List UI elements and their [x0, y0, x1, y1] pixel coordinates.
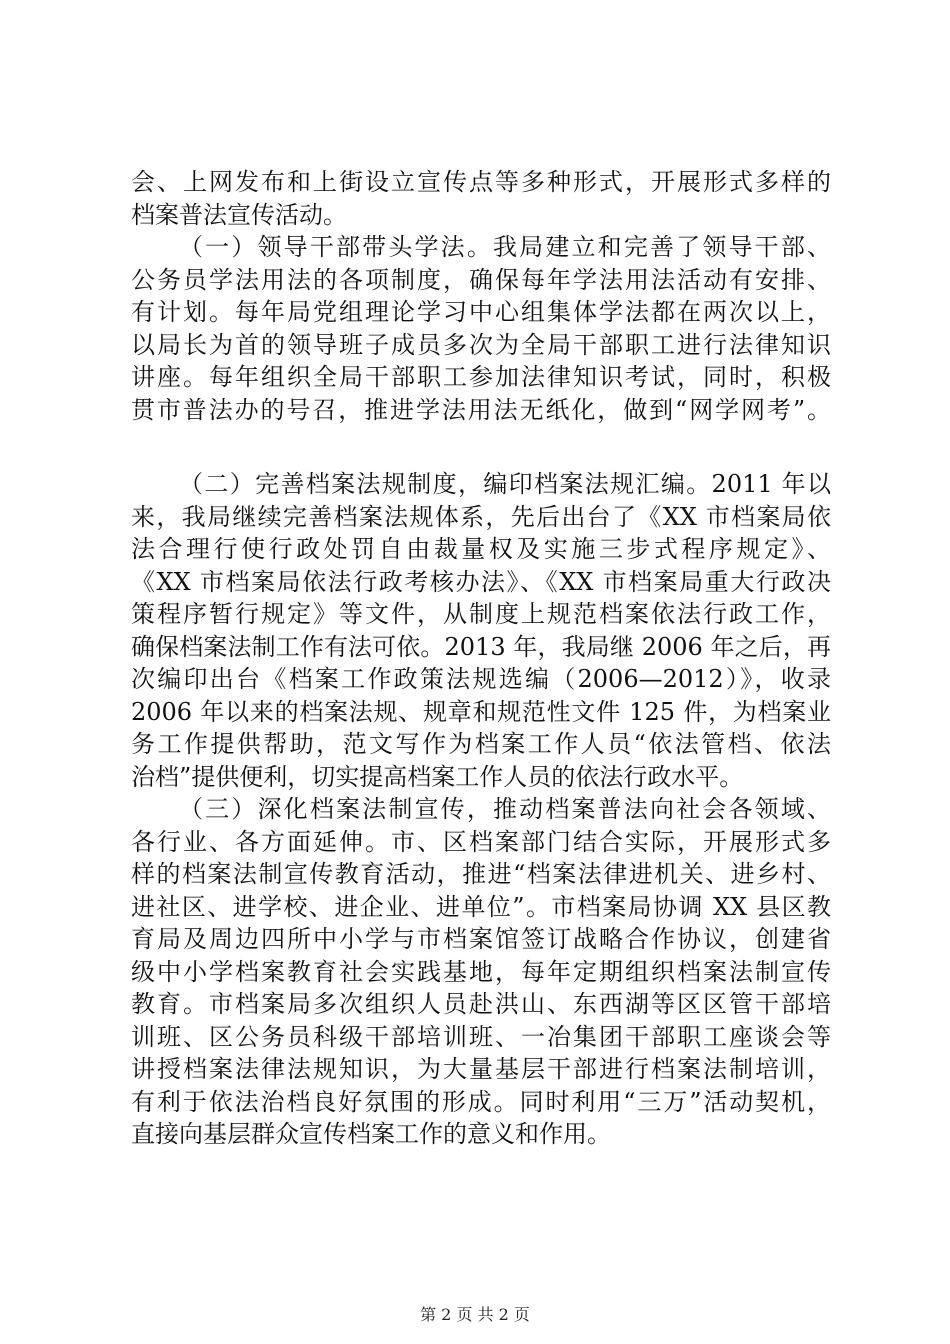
text-line: （三）深化档案法制宣传，推动档案普法向社会各领域、: [179, 795, 831, 823]
text-line: 务工作提供帮助，范文写作为档案工作人员“依法管档、依法: [131, 730, 831, 758]
text-line: 2006 年以来的档案法规、规章和规范性文件 125 件，为档案业: [131, 697, 831, 726]
text-line: （二）完善档案法规制度，编印档案法规汇编。2011 年以: [179, 470, 831, 498]
text-line: 教育。市档案局多次组织人员赴洪山、东西湖等区区管干部培: [131, 990, 831, 1018]
text-line: 档案普法宣传活动。: [131, 200, 347, 229]
text-line: 讲授档案法律法规知识，为大量基层干部进行档案法制培训，: [131, 1055, 831, 1083]
text-line: 以局长为首的领导班子成员多次为全局干部职工进行法律知识: [131, 330, 831, 359]
page-number-footer: 第 2 页 共 2 页: [420, 1305, 530, 1324]
text-line: 各行业、各方面延伸。市、区档案部门结合实际，开展形式多: [131, 827, 831, 856]
paragraph-gap: [131, 426, 831, 468]
text-line: 样的档案法制宣传教育活动，推进“档案法律进机关、进乡村、: [131, 860, 831, 888]
text-line: 来，我局继续完善档案法规体系，先后出台了《XX 市档案局依: [131, 502, 831, 531]
text-line: 策程序暂行规定》等文件，从制度上规范档案依法行政工作，: [131, 600, 831, 628]
text-line: 确保档案法制工作有法可依。2013 年，我局继 2006 年之后，再: [131, 632, 831, 661]
text-line: 会、上网发布和上街设立宣传点等多种形式，开展形式多样的: [131, 168, 831, 196]
text-line: 治档”提供便利，切实提高档案工作人员的依法行政水平。: [131, 762, 744, 791]
text-line: 讲座。每年组织全局干部职工参加法律知识考试，同时，积极: [131, 363, 831, 391]
text-line: 公务员学法用法的各项制度，确保每年学法用法活动有安排、: [131, 265, 831, 294]
text-line: 育局及周边四所中小学与市档案馆签订战略合作协议，创建省: [131, 925, 831, 953]
text-line: 次编印出台《档案工作政策法规选编（2006—2012）》，收录: [131, 665, 831, 693]
document-body: [131, 166, 831, 1151]
text-line: 法合理行使行政处罚自由裁量权及实施三步式程序规定》、: [131, 535, 831, 563]
text-line: 有利于依法治档良好氛围的形成。同时利用“三万”活动契机，: [131, 1087, 831, 1116]
text-line: 进社区、进学校、进企业、进单位”。市档案局协调 XX 县区教: [131, 892, 831, 921]
text-line: 级中小学档案教育社会实践基地，每年定期组织档案法制宣传: [131, 957, 831, 986]
text-line: （一）领导干部带头学法。我局建立和完善了领导干部、: [179, 233, 831, 261]
text-line: 贯市普法办的号召，推进学法用法无纸化，做到“网学网考”。: [131, 395, 831, 424]
text-line: 直接向基层群众宣传档案工作的意义和作用。: [131, 1120, 611, 1148]
text-line: 有计划。每年局党组理论学习中心组集体学法都在两次以上，: [131, 298, 831, 326]
text-line: 《XX 市档案局依法行政考核办法》、《XX 市档案局重大行政决: [131, 567, 831, 596]
text-line: 训班、区公务员科级干部培训班、一冶集团干部职工座谈会等: [131, 1022, 831, 1051]
